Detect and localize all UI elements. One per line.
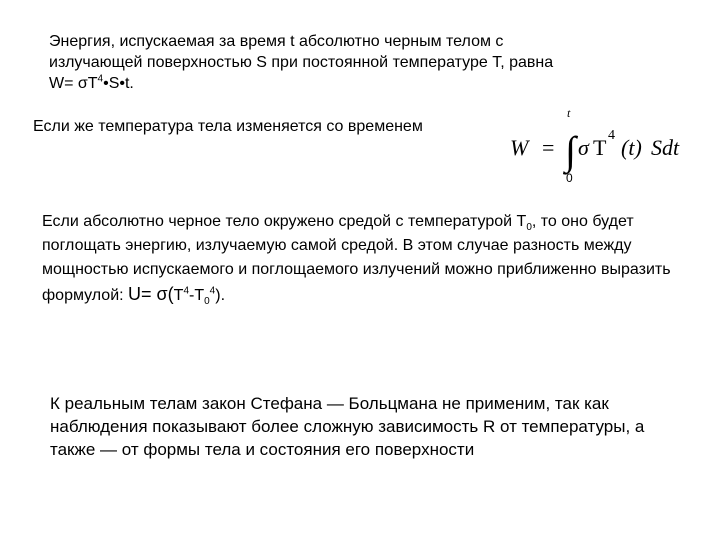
formula-u-t1: Т: [173, 287, 184, 304]
paragraph1-line2: излучающей поверхностью S при постоянной температуре T, равна: [49, 54, 554, 71]
formula-t: T: [593, 135, 607, 160]
integral-formula: [500, 105, 710, 190]
paragraph1-line1: Энергия, испускаемая за время t абсолютно черным телом с: [49, 33, 504, 50]
paragraph-temperature-changes: [33, 117, 493, 137]
formula-w-prefix: W= σT: [49, 75, 98, 92]
formula-tail: Sdt: [651, 135, 680, 160]
formula-argument: (t): [621, 135, 642, 160]
paragraph-surrounding-medium: [42, 210, 682, 308]
formula-u-sub0: 0: [204, 296, 210, 308]
formula-sigma: σ: [578, 135, 589, 160]
integral-lower-limit: 0: [566, 171, 573, 185]
formula-u-exp1: 4: [183, 285, 189, 297]
integral-sign: ∫: [565, 128, 576, 173]
paragraph-energy-constant-temperature: [49, 31, 649, 94]
paragraph3-sub-zero: 0: [526, 222, 532, 234]
paragraph2-text: Если же температура тела изменяется со временем: [33, 118, 423, 135]
formula-w-exponent: 4: [97, 73, 104, 85]
formula-u: U: [128, 284, 142, 304]
formula-lhs-w: W: [510, 135, 529, 160]
formula-w-suffix: •S•t.: [103, 75, 134, 92]
formula-equals: =: [542, 135, 555, 160]
paragraph-real-bodies: [50, 392, 690, 461]
formula-u-eq: = σ(: [141, 284, 174, 304]
formula-exponent: 4: [608, 128, 615, 143]
formula-u-close: ).: [215, 287, 226, 304]
formula-u-minus: -Т: [189, 287, 205, 304]
paragraph4-text: К реальным телам закон Стефана — Больцмана не применим, так как наблюдения показывают более сложную зависимость R от температуры, а также — от формы тела и состояния его поверхности: [50, 394, 645, 459]
paragraph3-text-rest: , то оно будет поглощать энергию, излучаемую самой средой. В этом случае разность между мощностью испускаемого и поглощаемого излучений можно приближенно выразить формулой:: [42, 213, 671, 304]
formula-u-exp2: 4: [209, 285, 216, 297]
paragraph3-text-start: Если абсолютно черное тело окружено средой с температурой Т: [42, 213, 527, 230]
integral-upper-limit: t: [567, 106, 571, 120]
